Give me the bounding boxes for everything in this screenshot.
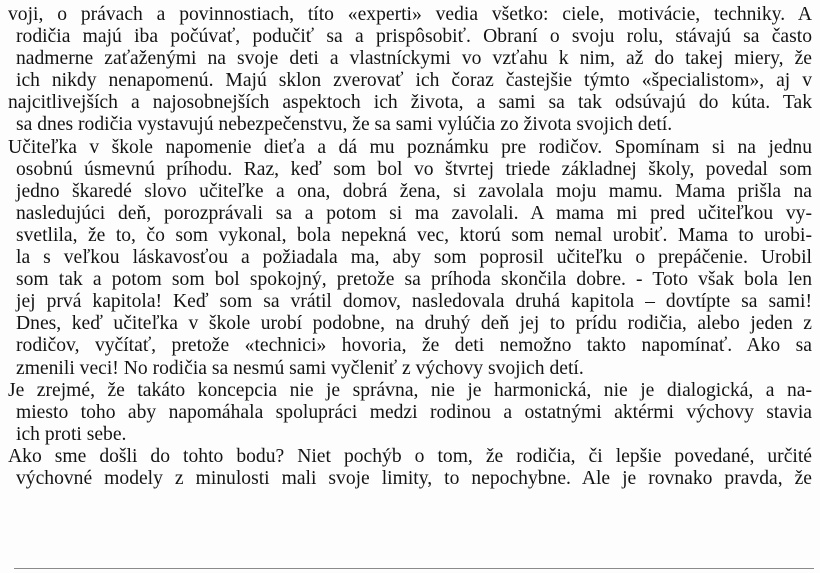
- text-line: voji, o právach a povinnostiach, títo «experti» vedia všetko: ciele, motivácie, techniky. A: [8, 4, 812, 25]
- text-line: jej prvá kapitola! Keď som sa vrátil domov, nasledovala druhá kapitola – dovtípte sa sami!: [16, 291, 812, 313]
- text-line: Učiteľka v škole napomenie dieťa a dá mu poznámku pre rodičov. Spomínam si na jednu: [8, 136, 812, 158]
- text-line: la s veľkou láskavosťou a požiadala ma, aby som poprosil učiteľku o prepáčenie. Urobil: [16, 247, 812, 269]
- text-line: rodičov, vyčítať, pretože «technici» hovoria, že deti nemožno takto napomínať. Ako sa: [16, 335, 812, 357]
- text-line: osobnú úsmevnú príhodu. Raz, keď som bol vo štvrtej triede základnej školy, povedal som: [16, 158, 812, 180]
- bottom-rule: [14, 568, 814, 569]
- text-line: Dnes, keď učiteľka v škole urobí podobne, na druhý deň jej to prídu rodičia, alebo jeden z: [16, 313, 812, 335]
- text-line: miesto toho aby napomáhala spolupráci medzi rodinou a ostatnými aktérmi výchovy stavia: [16, 401, 812, 423]
- text-line: ich nikdy nenapomenú. Majú sklon zverovať ich čoraz častejšie týmto «špecialistom», aj v: [16, 70, 812, 92]
- text-line: Ako sme došli do tohto bodu? Niet pochýb o tom, že rodičia, či lepšie povedané, určité: [8, 445, 812, 467]
- text-line: som tak a potom som bol spokojný, pretože sa príhoda skončila dobre. - Toto však bola len: [16, 269, 812, 291]
- text-line: sa dnes rodičia vystavujú nebezpečenstvu, že sa sami vylúčia zo života svojich detí.: [16, 114, 673, 136]
- text-line: nadmerne zaťaženými na svoje deti a vlastníckymi vo vzťahu k nim, až do takej miery, že: [16, 48, 812, 70]
- text-line: výchovné modely z minulosti mali svoje limity, to nepochybne. Ale je rovnako pravda, že: [16, 467, 812, 489]
- text-line: svetlila, že to, čo som vykonal, bola nepekná vec, ktorú som nemal urobiť. Mama to urobi-: [16, 224, 812, 246]
- text-line: rodičia majú iba počúvať, podučiť sa a prispôsobiť. Obraní o svoju rolu, stávajú sa často: [16, 26, 812, 48]
- text-line: najcitlivejších a najosobnejších aspektoch ich života, a sami sa tak odsúvajú do kúta. Tak: [8, 92, 812, 114]
- text-line: ich proti sebe.: [16, 423, 127, 445]
- text-line: nasledujúci deň, porozprávali sa a potom si ma zavolali. A mama mi pred učiteľkou vy-: [16, 202, 812, 224]
- text-line: Je zrejmé, že takáto koncepcia nie je správna, nie je harmonická, nie je dialogická, a na-: [8, 379, 812, 401]
- text-line: jedno škaredé slovo učiteľke a ona, dobrá žena, si zavolala moju mamu. Mama prišla na: [16, 180, 812, 202]
- body-text: [8, 4, 812, 490]
- text-line: zmenili veci! No rodičia sa nesmú sami vyčleniť z výchovy svojich detí.: [16, 357, 584, 379]
